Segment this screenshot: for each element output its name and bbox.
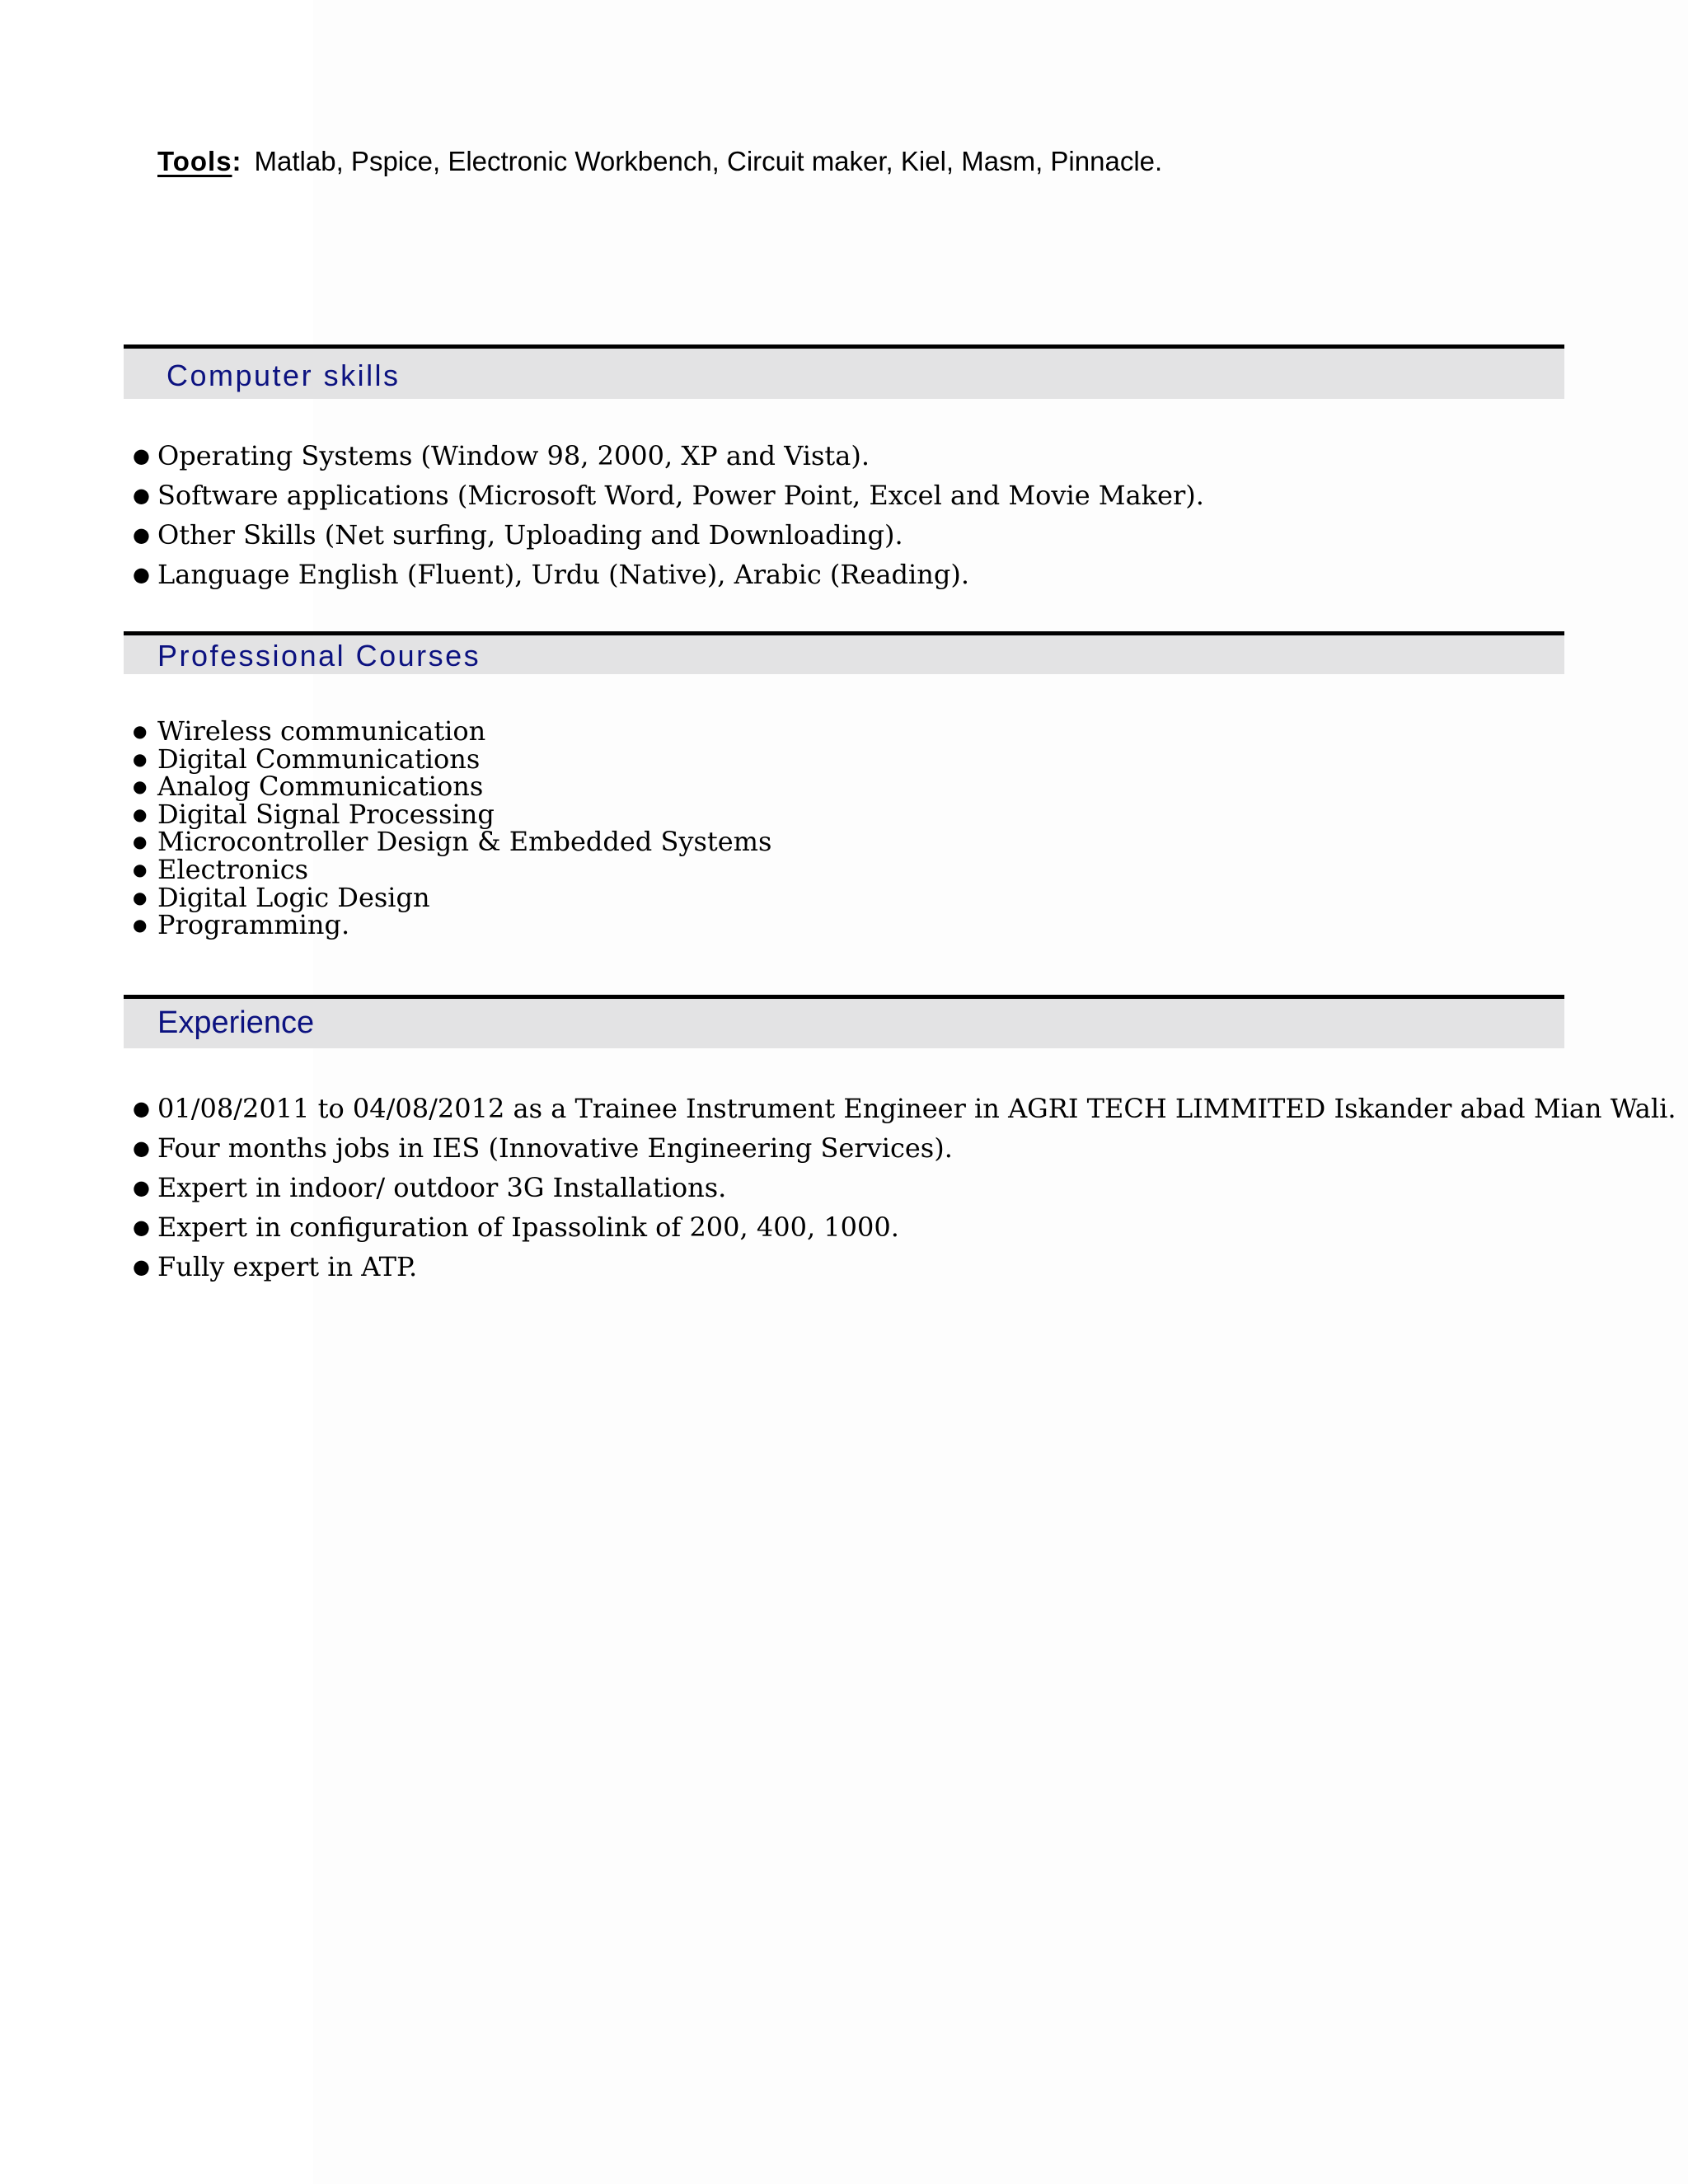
section-title-experience: Experience bbox=[157, 1005, 315, 1040]
list-item bbox=[0, 828, 771, 856]
section-title-computer-skills: Computer skills bbox=[166, 359, 401, 392]
list-item bbox=[0, 853, 771, 885]
bullet-icon: ● bbox=[133, 1216, 150, 1239]
list-item-text: Expert in configuration of Ipassolink of 200, 400, 1000. bbox=[157, 1212, 899, 1243]
list-item-text: Digital Signal Processing bbox=[157, 798, 495, 830]
list-item bbox=[0, 515, 1204, 555]
section-title-professional-courses: Professional Courses bbox=[157, 639, 481, 673]
list-item-text: Other Skills (Net surfing, Uploading and Downloading). bbox=[157, 519, 903, 551]
list-item bbox=[0, 798, 771, 830]
list-item-text: Microcontroller Design & Embedded Systems bbox=[157, 826, 772, 858]
list-item bbox=[0, 1168, 1676, 1207]
computer-skills-list bbox=[0, 436, 1204, 594]
list-item-text: Wireless communication bbox=[157, 715, 486, 747]
bullet-icon: ● bbox=[133, 887, 148, 907]
list-item bbox=[0, 1089, 1676, 1128]
bullet-icon: ● bbox=[133, 776, 148, 797]
bullet-icon: ● bbox=[133, 523, 150, 546]
bullet-icon: ● bbox=[133, 832, 148, 852]
bullet-icon: ● bbox=[133, 1137, 150, 1160]
bullet-icon: ● bbox=[133, 721, 148, 741]
list-item bbox=[0, 773, 771, 801]
list-item-text: Operating Systems (Window 98, 2000, XP and Vista). bbox=[157, 440, 870, 471]
professional-courses-list bbox=[0, 715, 772, 941]
tools-line bbox=[157, 143, 1162, 180]
list-item-text: Electronics bbox=[157, 853, 309, 885]
list-item bbox=[0, 436, 1204, 476]
list-item-text: Analog Communications bbox=[157, 771, 484, 803]
section-header-professional-courses bbox=[124, 631, 1564, 674]
bullet-icon: ● bbox=[133, 748, 148, 769]
bullet-icon: ● bbox=[133, 444, 150, 467]
list-item-text: Digital Logic Design bbox=[157, 881, 430, 913]
bullet-icon: ● bbox=[133, 563, 150, 586]
tools-value: Matlab, Pspice, Electronic Workbench, Circuit maker, Kiel, Masm, Pinnacle. bbox=[254, 146, 1163, 176]
list-item bbox=[0, 881, 771, 913]
list-item-text: 01/08/2011 to 04/08/2012 as a Trainee Instrument Engineer in AGRI TECH LIMMITED Iskander abad Mian Wali. bbox=[157, 1093, 1676, 1124]
bullet-icon: ● bbox=[133, 915, 148, 935]
list-item-text: Fully expert in ATP. bbox=[157, 1251, 418, 1282]
bullet-icon: ● bbox=[133, 859, 148, 879]
bullet-icon: ● bbox=[133, 804, 148, 824]
bullet-icon: ● bbox=[133, 484, 150, 507]
list-item-text: Expert in indoor/ outdoor 3G Installations. bbox=[157, 1172, 727, 1203]
list-item bbox=[0, 1247, 1676, 1286]
list-item-text: Programming. bbox=[157, 909, 350, 941]
list-item-text: Language English (Fluent), Urdu (Native), Arabic (Reading). bbox=[157, 559, 969, 590]
list-item bbox=[0, 555, 1204, 594]
bullet-icon: ● bbox=[133, 1097, 150, 1120]
bullet-icon: ● bbox=[133, 1176, 150, 1199]
list-item bbox=[0, 476, 1204, 515]
list-item-text: Digital Communications bbox=[157, 743, 481, 775]
section-header-computer-skills bbox=[124, 344, 1564, 399]
list-item-text: Four months jobs in IES (Innovative Engineering Services). bbox=[157, 1132, 953, 1164]
tools-colon: : bbox=[232, 146, 241, 176]
bullet-icon: ● bbox=[133, 1255, 150, 1278]
list-item-text: Software applications (Microsoft Word, Power Point, Excel and Movie Maker). bbox=[157, 480, 1204, 511]
section-header-experience bbox=[124, 995, 1564, 1048]
tools-label: Tools bbox=[157, 146, 232, 176]
experience-list bbox=[0, 1089, 1676, 1286]
list-item bbox=[0, 743, 771, 775]
list-item bbox=[0, 1128, 1676, 1168]
list-item bbox=[0, 1207, 1676, 1247]
list-item bbox=[0, 909, 771, 941]
list-item bbox=[0, 715, 771, 747]
